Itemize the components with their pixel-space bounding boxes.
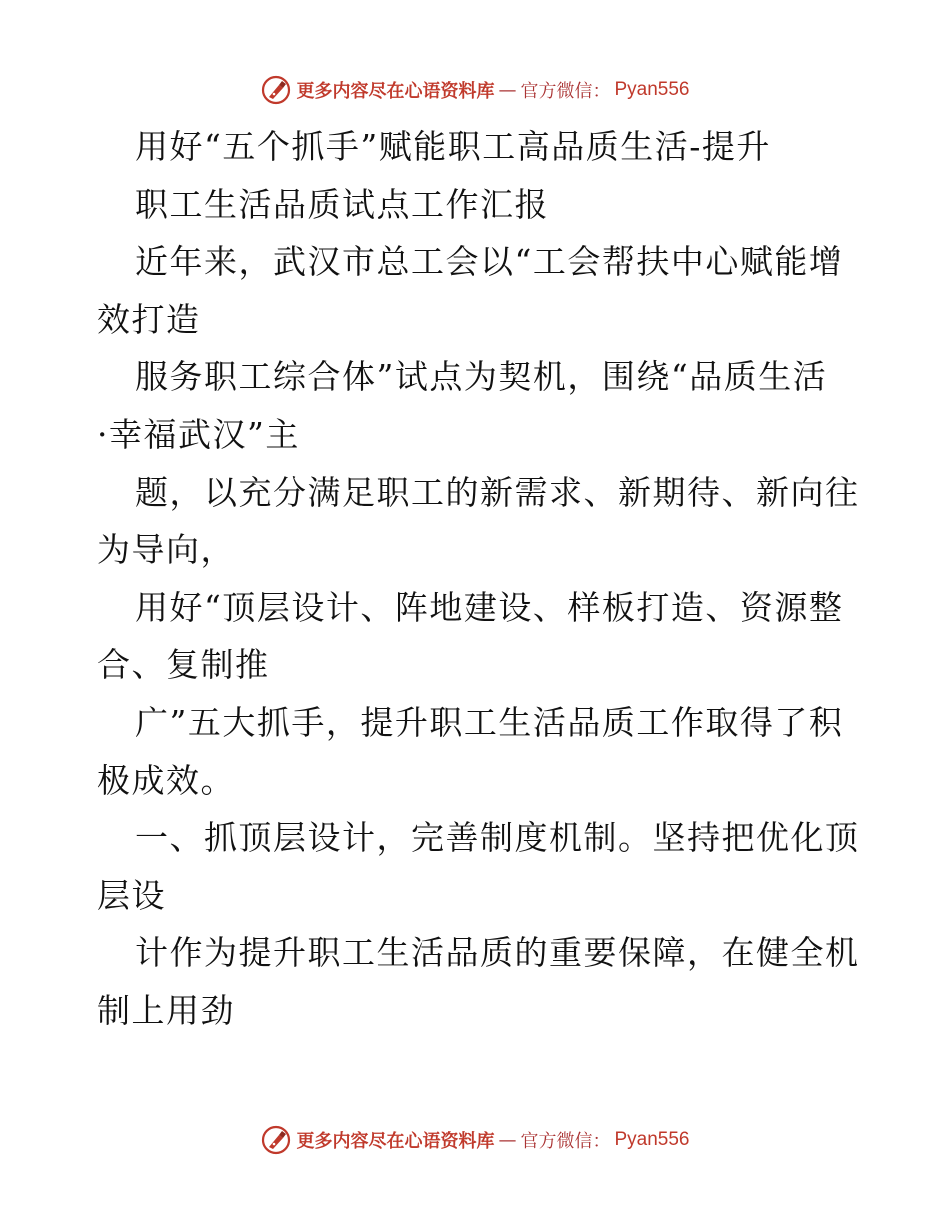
document-body bbox=[97, 118, 860, 1040]
text-line: 题，以充分满足职工的新需求、新期待、新向往 bbox=[135, 472, 860, 512]
banner-separator: — bbox=[498, 1129, 517, 1151]
pen-nib-circle-icon bbox=[260, 74, 292, 106]
text-line: 服务职工综合体”试点为契机，围绕“品质生活 bbox=[135, 357, 828, 397]
text-line: 层设 bbox=[97, 875, 166, 915]
text-line: ·幸福武汉”主 bbox=[97, 414, 300, 454]
promo-text: 更多内容尽在心语资料库 bbox=[296, 81, 495, 102]
text-line: 职工生活品质试点工作汇报 bbox=[135, 184, 549, 224]
promo-text: 更多内容尽在心语资料库 bbox=[296, 1131, 495, 1152]
text-line: 制上用劲 bbox=[97, 990, 235, 1030]
text-line: 合、复制推 bbox=[97, 645, 270, 685]
text-line: 效打造 bbox=[97, 299, 201, 339]
text-line: 近年来，武汉市总工会以“工会帮扶中心赋能增 bbox=[135, 242, 844, 282]
text-line: 用好“顶层设计、阵地建设、样板打造、资源整 bbox=[135, 587, 844, 627]
text-line: 极成效。 bbox=[97, 760, 235, 800]
contact-label: 官方微信： bbox=[520, 1131, 611, 1152]
pen-nib-circle-icon bbox=[260, 1124, 292, 1156]
footer-banner bbox=[0, 1122, 950, 1158]
text-line: 计作为提升职工生活品质的重要保障，在健全机 bbox=[135, 933, 860, 973]
header-banner bbox=[0, 72, 950, 108]
banner-separator: — bbox=[498, 79, 517, 101]
text-line: 广”五大抓手，提升职工生活品质工作取得了积 bbox=[135, 702, 844, 742]
contact-id: Pyan556 bbox=[614, 79, 690, 100]
contact-id: Pyan556 bbox=[614, 1129, 690, 1150]
text-line: 用好“五个抓手”赋能职工高品质生活-提升 bbox=[135, 127, 771, 166]
contact-label: 官方微信： bbox=[520, 81, 611, 102]
text-line: 为导向， bbox=[97, 530, 235, 570]
text-line: 一、抓顶层设计，完善制度机制。坚持把优化顶 bbox=[135, 818, 860, 858]
